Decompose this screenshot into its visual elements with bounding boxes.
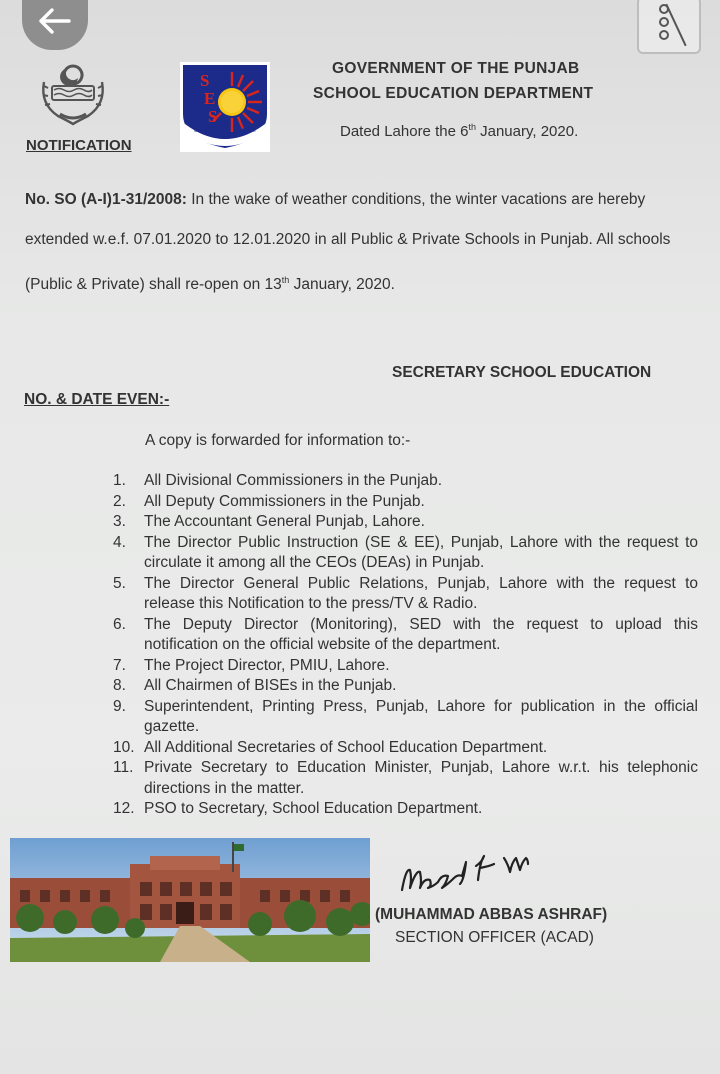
list-item-text: Private Secretary to Education Minister, Punjab, Lahore w.r.t. his telephonic directions in the matter.	[144, 759, 698, 797]
school-building-photo	[10, 838, 370, 962]
list-item-text: Superintendent, Printing Press, Punjab, Lahore for publication in the official gazette.	[144, 697, 698, 735]
list-item-text: All Additional Secretaries of School Education Department.	[144, 738, 548, 756]
recipient-list	[113, 471, 698, 820]
notification-label: NOTIFICATION	[26, 137, 132, 154]
notification-text-end: January, 2020.	[289, 276, 395, 294]
list-item	[113, 656, 698, 677]
dated-line	[340, 122, 578, 140]
list-item-number: 12.	[113, 800, 135, 817]
secretary-title: SECRETARY SCHOOL EDUCATION	[392, 364, 652, 381]
list-item-text: All Deputy Commissioners in the Punjab.	[144, 492, 425, 510]
more-options-button[interactable]	[637, 0, 701, 54]
ses-letter-2: E	[204, 89, 216, 108]
list-item	[113, 799, 698, 820]
list-item	[113, 676, 698, 697]
list-item	[113, 533, 698, 574]
list-item-text: The Director General Public Relations, Punjab, Lahore with the request to release this Notification to the press/TV & Radio.	[144, 574, 698, 612]
list-item-number: 9.	[113, 697, 126, 715]
list-item-number: 11.	[113, 759, 134, 776]
list-item-number: 7.	[113, 656, 126, 674]
notification-body	[25, 180, 693, 305]
header-department: SCHOOL EDUCATION DEPARTMENT	[313, 85, 594, 102]
list-item-number: 2.	[113, 492, 126, 510]
notification-sup: th	[281, 275, 290, 285]
notification-number: No. SO (A-I)1-31/2008:	[25, 191, 187, 208]
signatory-name: (MUHAMMAD ABBAS ASHRAF)	[375, 906, 608, 923]
list-item	[113, 512, 698, 533]
list-item-text: All Divisional Commissioners in the Punjab.	[144, 472, 443, 489]
arrow-left-icon	[38, 7, 72, 35]
ses-letter-3: S	[208, 107, 218, 126]
list-item-number: 8.	[113, 677, 126, 694]
header-government: GOVERNMENT OF THE PUNJAB	[332, 60, 580, 77]
ses-logo	[180, 62, 270, 152]
copy-intro: A copy is forwarded for information to:-	[145, 432, 411, 449]
list-item	[113, 574, 698, 615]
list-item-number: 6.	[113, 615, 126, 633]
ses-motto-right: Vision	[242, 128, 256, 134]
dated-prefix: Dated Lahore the 6	[340, 123, 469, 140]
more-vertical-icon	[659, 4, 673, 43]
list-item-text: The Deputy Director (Monitoring), SED with the request to upload this notification on the official website of the department.	[144, 615, 698, 653]
list-item	[113, 738, 698, 759]
dated-sup: th	[468, 122, 476, 132]
handwritten-signature	[398, 852, 578, 904]
list-item-text: The Project Director, PMIU, Lahore.	[144, 656, 390, 674]
list-item-number: 1.	[113, 472, 126, 489]
punjab-government-emblem	[38, 62, 108, 128]
list-item	[113, 615, 698, 656]
notification-text: In the wake of weather conditions, the winter vacations are hereby extended w.e.f. 07.01.2020 to 12.01.2020 in all Public & Private Schools in Punjab. All schools (Public & Private) shall re-open on 13	[25, 191, 671, 294]
list-item-number: 4.	[113, 533, 126, 551]
list-item-number: 5.	[113, 574, 126, 592]
list-item-text: The Director Public Instruction (SE & EE), Punjab, Lahore with the request to circulate it among all the CEOs (DEAs) in Punjab.	[144, 533, 698, 571]
list-item-text: The Accountant General Punjab, Lahore.	[144, 513, 425, 530]
no-date-even: NO. & DATE EVEN:-	[24, 391, 170, 408]
list-item	[113, 492, 698, 513]
list-item-number: 10.	[113, 738, 135, 756]
list-item	[113, 471, 698, 492]
list-item-text: PSO to Secretary, School Education Department.	[144, 800, 483, 817]
list-item	[113, 697, 698, 738]
list-item-number: 3.	[113, 513, 126, 530]
ses-letter-1: S	[200, 71, 210, 90]
list-item-text: All Chairmen of BISEs in the Punjab.	[144, 677, 397, 694]
ses-motto-left: Unity	[194, 128, 206, 134]
list-item	[113, 758, 698, 799]
signatory-designation: SECTION OFFICER (ACAD)	[395, 929, 594, 946]
ses-motto-mid: Faith	[219, 135, 231, 141]
dated-suffix: January, 2020.	[475, 123, 579, 140]
